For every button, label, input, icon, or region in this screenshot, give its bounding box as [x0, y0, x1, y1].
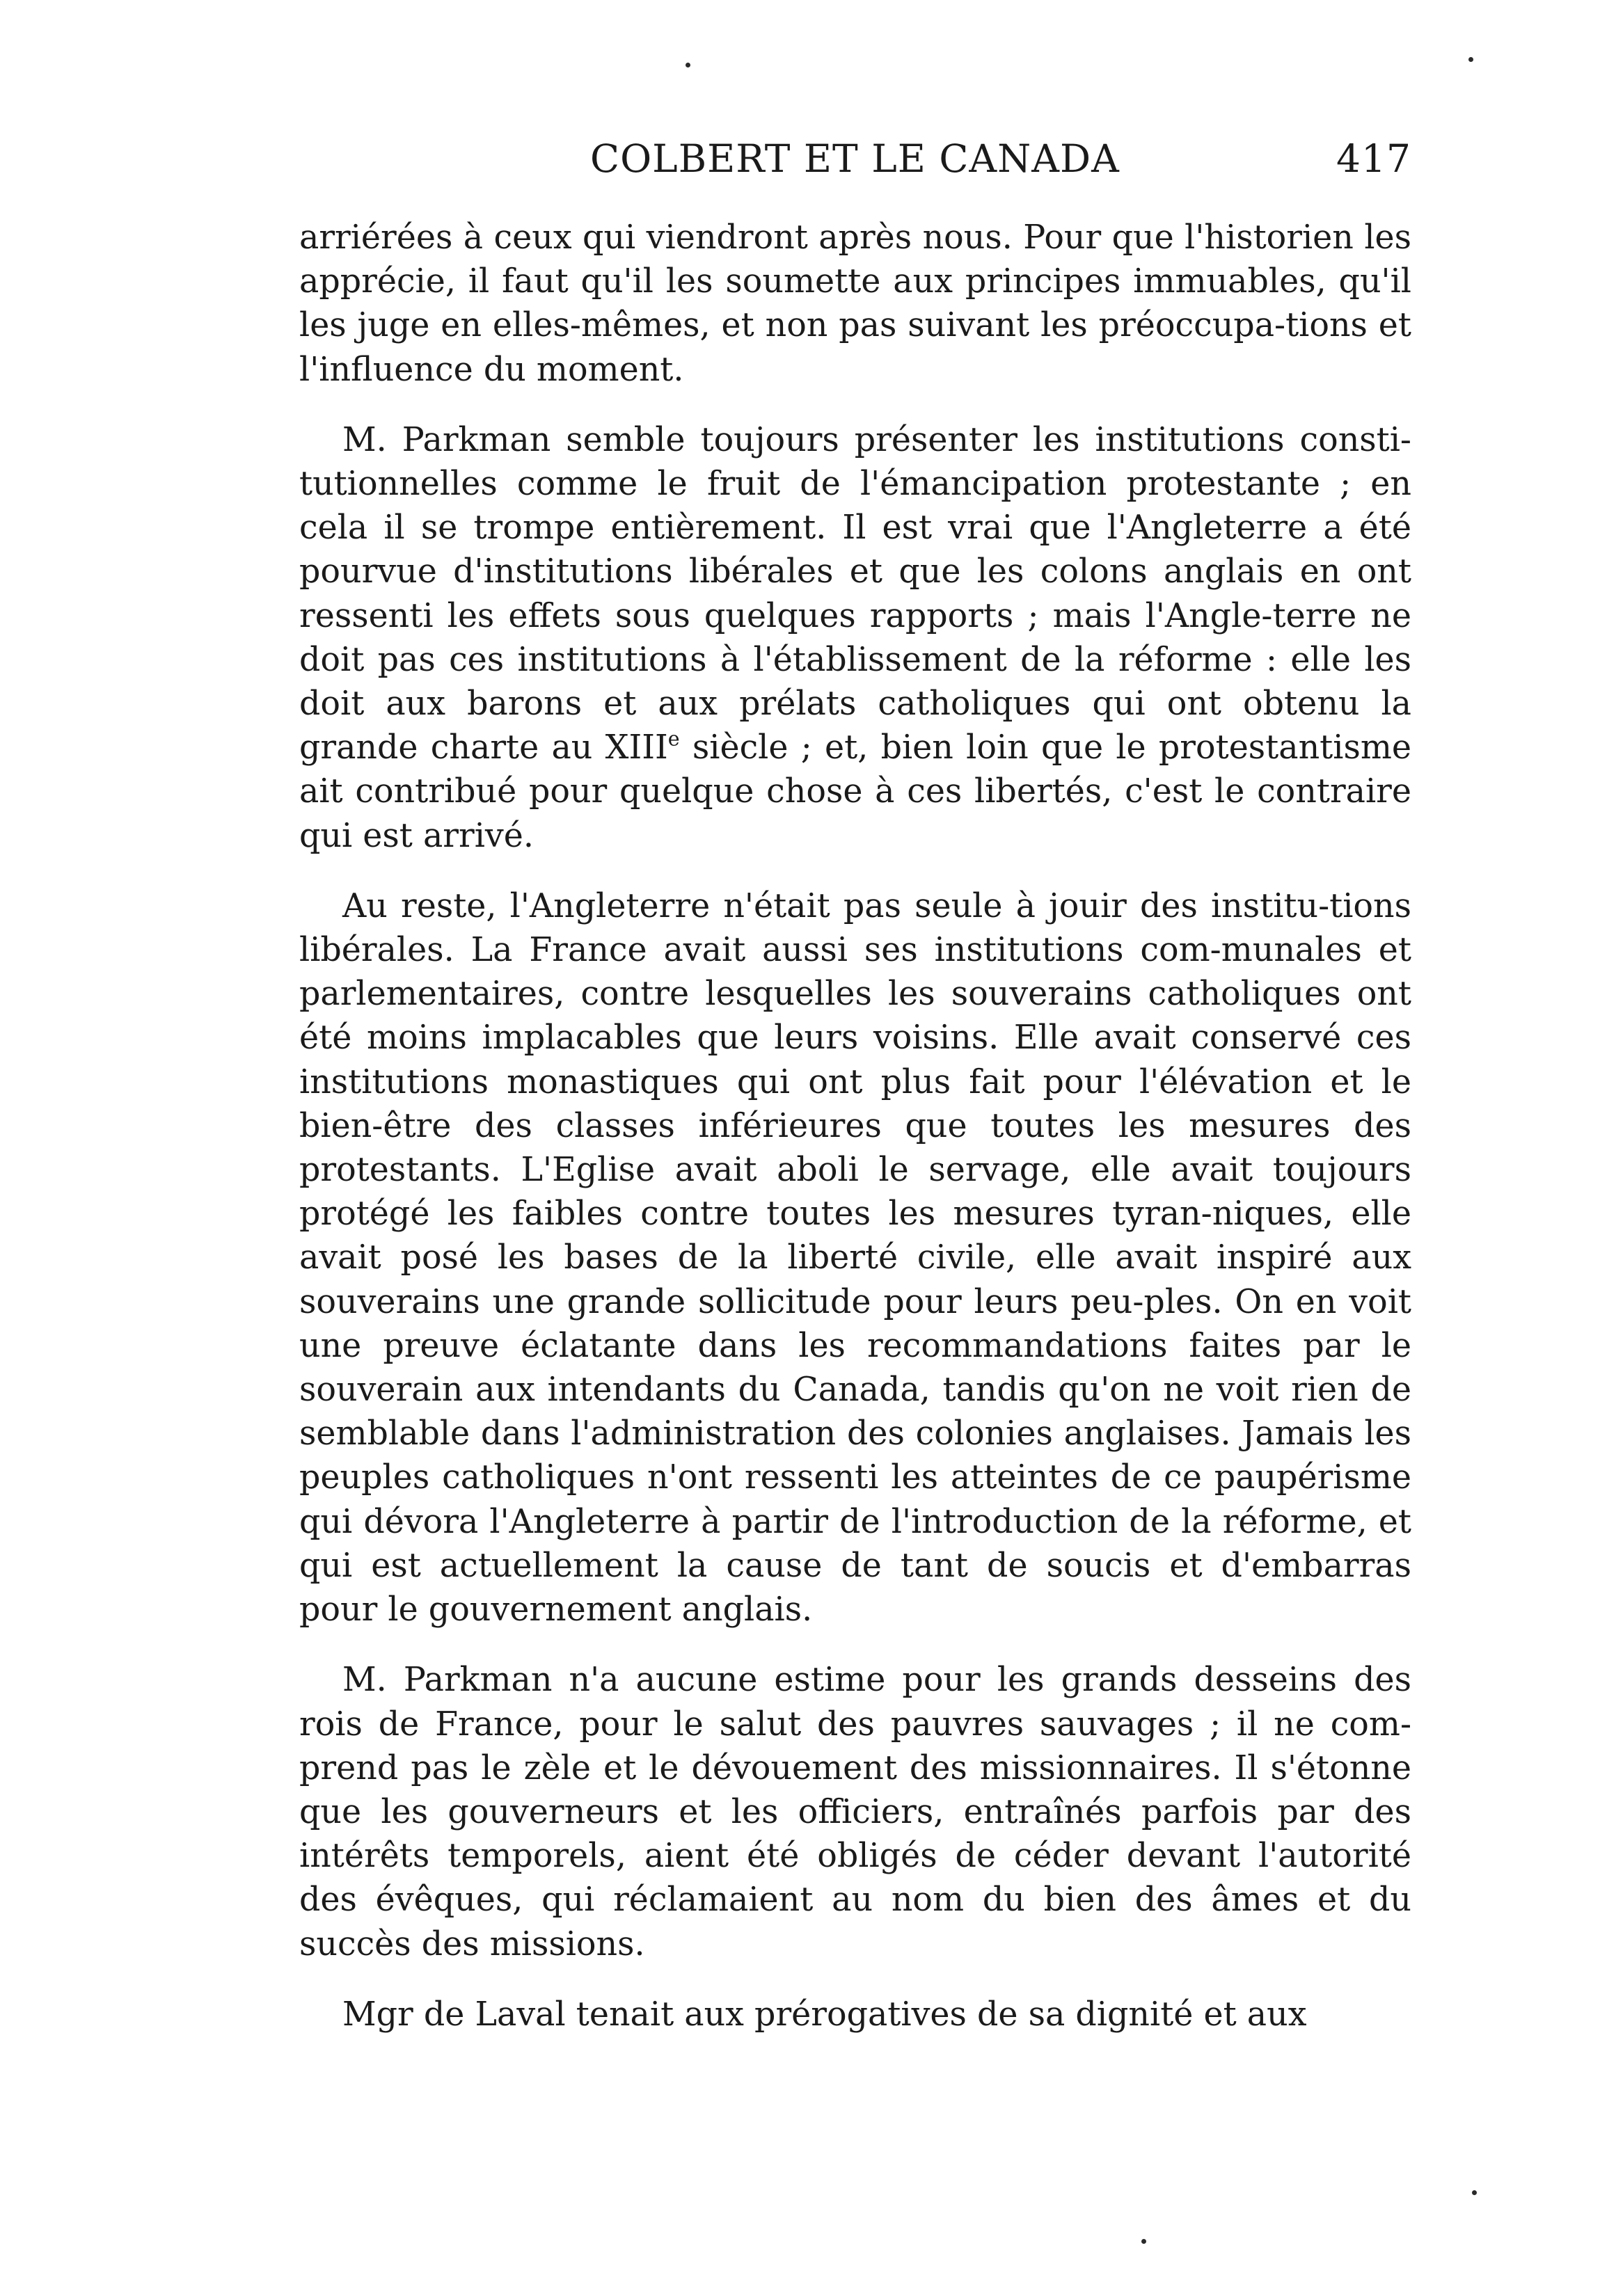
- paragraph-mgr-de-laval: Mgr de Laval tenait aux prérogatives de sa dignité et aux: [342, 1995, 1307, 2034]
- paragraph-parkman-estime: M. Parkman n'a aucune estime pour les grands desseins des rois de France, pour le salut des pauvres sauvages ; il ne com-prend pas le zèle et le dévouement des missionnaires. Il s'étonne que les gouverneurs et les officiers, entraînés parfois par des intérêts temporels, aient été obligés de céder devant l'autorité des évêques, qui réclamaient au nom du bien des âmes et du succès des missions.: [299, 1661, 1411, 1963]
- paragraph-text-continued: siècle ; et, bien loin que le protestantisme ait contribué pour quelque chose à ces libertés, c'est le contraire qui est arrivé.: [299, 728, 1411, 855]
- scan-speck: [1468, 57, 1473, 62]
- paragraph-continued: arriérées à ceux qui viendront après nous. Pour que l'historien les apprécie, il faut qu'il les soumette aux principes immuables, qu'il les juge en elles-mêmes, et non pas suivant les préoccupa-tions et l'influence du moment.: [299, 218, 1411, 389]
- paragraph-au-reste: Au reste, l'Angleterre n'était pas seule à jouir des institu-tions libérales. La France avait aussi ses institutions com-munales et parlementaires, contre lesquelles les souverains catholiques ont été moins implacables que leurs voisins. Elle avait conservé ces institutions monastiques qui ont plus fait pour l'élévation et le bien-être des classes inférieures que toutes les mesures des protestants. L'Eglise avait aboli le servage, elle avait toujours protégé les faibles contre toutes les mesures tyran-niques, elle avait posé les bases de la liberté civile, elle avait inspiré aux souverains une grande sollicitude pour leurs peu-ples. On en voit une preuve éclatante dans les recommandations faites par le souverain aux intendants du Canada, tandis qu'on ne voit rien de semblable dans l'administration des colonies anglaises. Jamais les peuples catholiques n'ont ressenti les atteintes de ce paupérisme qui dévora l'Angleterre à partir de l'introduction de la réforme, et qui est actuellement la cause de tant de soucis et d'embarras pour le gouvernement anglais.: [299, 886, 1411, 1629]
- scan-speck: [1472, 2190, 1477, 2195]
- scan-speck: [1141, 2239, 1146, 2244]
- paragraph-text: M. Parkman semble toujours présenter les institutions consti-tutionnelles comme le fruit de l'émancipation protestante ; en cela il se trompe entièrement. Il est vrai que l'Angleterre a été pourvue d'institutions libérales et que les colons anglais en ont ressenti les effets sous quelques rapports ; mais l'Angle-terre ne doit pas ces institutions à l'établissement de la réforme : elle les doit aux barons et aux prélats catholiques qui ont obtenu la grande charte au XIII: [299, 420, 1411, 767]
- superscript-siecle: e: [667, 727, 680, 751]
- scan-speck: [686, 63, 690, 67]
- paragraph-parkman-institutions: [299, 418, 1411, 858]
- running-head-title: COLBERT ET LE CANADA: [590, 136, 1120, 181]
- page-number: 417: [1336, 136, 1411, 181]
- body-text: [299, 216, 1411, 2036]
- running-head: [291, 131, 1411, 186]
